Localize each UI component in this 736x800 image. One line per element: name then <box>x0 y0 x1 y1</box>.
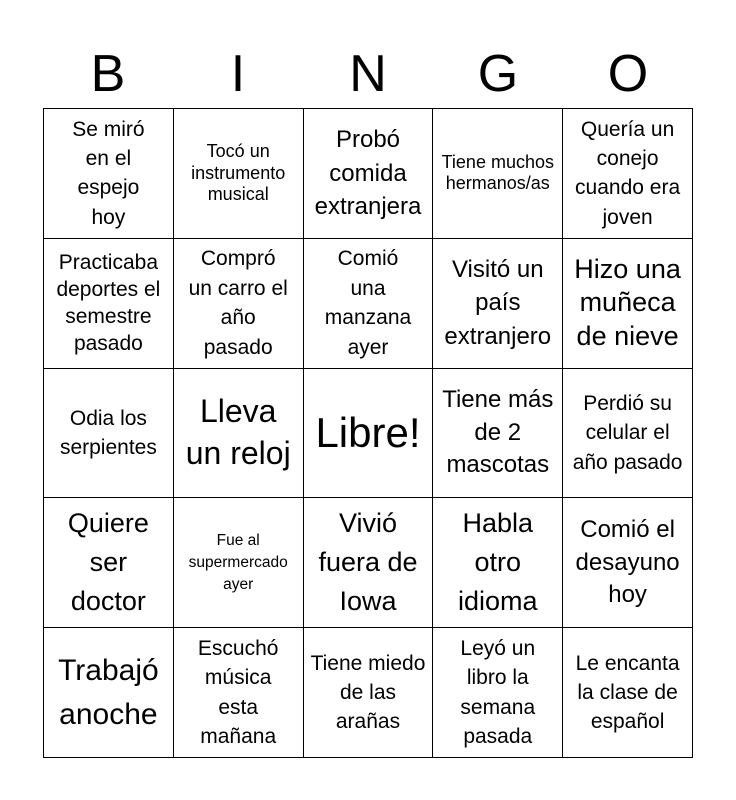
cell-text: Comió una manzana ayer <box>324 247 412 359</box>
bingo-cell[interactable] <box>44 109 174 239</box>
bingo-cell[interactable] <box>44 239 174 369</box>
cell-text: Lleva un reloj <box>185 393 291 471</box>
cell-text: Leyó un libro la semana pasada <box>460 636 536 748</box>
cell-text: Vivió fuera de Iowa <box>318 508 418 617</box>
bingo-cell[interactable] <box>304 109 434 239</box>
cell-text: Trabajó anoche <box>58 654 159 731</box>
cell-text: Practicaba deportes el semestre pasado <box>56 250 161 356</box>
bingo-cell[interactable] <box>563 369 693 499</box>
cell-text: Odia los serpientes <box>59 406 157 459</box>
cell-text: Fue al supermercado ayer <box>188 532 288 593</box>
cell-text: Perdió su celular el año pasado <box>572 391 683 474</box>
free-space-cell[interactable] <box>304 369 434 499</box>
cell-text: Quiere ser doctor <box>67 508 149 617</box>
cell-text: Compró un carro el año pasado <box>188 247 288 359</box>
cell-text: Tiene más de 2 mascotas <box>442 386 554 479</box>
cell-text: Quería un conejo cuando era joven <box>575 117 681 229</box>
bingo-cell[interactable] <box>433 239 563 369</box>
bingo-cell[interactable] <box>174 109 304 239</box>
bingo-cell[interactable] <box>304 239 434 369</box>
bingo-cell[interactable] <box>174 628 304 758</box>
header-letter-n: N <box>349 45 387 103</box>
cell-text: Escuchó música esta mañana <box>197 636 279 748</box>
bingo-cell[interactable] <box>433 369 563 499</box>
bingo-cell[interactable] <box>304 628 434 758</box>
bingo-cell[interactable] <box>44 369 174 499</box>
bingo-cell[interactable] <box>433 498 563 628</box>
cell-text: Le encanta la clase de español <box>575 651 680 734</box>
bingo-cell[interactable] <box>44 628 174 758</box>
header-letter-b: B <box>90 45 126 103</box>
cell-text: Probó comida extranjera <box>314 126 422 221</box>
cell-text: Tiene miedo de las arañas <box>310 651 426 734</box>
header-letter-i: I <box>230 45 246 103</box>
bingo-cell[interactable] <box>44 498 174 628</box>
bingo-header <box>43 40 693 108</box>
bingo-cell[interactable] <box>433 109 563 239</box>
bingo-cell[interactable] <box>563 109 693 239</box>
cell-text: Visitó un país extranjero <box>444 255 552 350</box>
cell-text: Tocó un instrumento musical <box>191 141 286 205</box>
header-letter-o: O <box>607 45 649 103</box>
bingo-cell[interactable] <box>563 498 693 628</box>
bingo-cell[interactable] <box>563 239 693 369</box>
bingo-cell[interactable] <box>174 498 304 628</box>
header-letter-g: G <box>477 45 519 103</box>
cell-text: Habla otro idioma <box>458 508 538 617</box>
cell-text: Se miró en el espejo hoy <box>72 117 145 229</box>
cell-text: Hizo una muñeca de nieve <box>574 253 681 352</box>
cell-text: Tiene muchos hermanos/as <box>441 151 554 194</box>
bingo-cell[interactable] <box>174 239 304 369</box>
bingo-cell[interactable] <box>174 369 304 499</box>
bingo-cell[interactable] <box>433 628 563 758</box>
free-space-text: Libre! <box>315 408 421 456</box>
bingo-cell[interactable] <box>563 628 693 758</box>
cell-text: Comió el desayuno hoy <box>575 516 680 608</box>
bingo-board <box>43 108 693 758</box>
bingo-cell[interactable] <box>304 498 434 628</box>
